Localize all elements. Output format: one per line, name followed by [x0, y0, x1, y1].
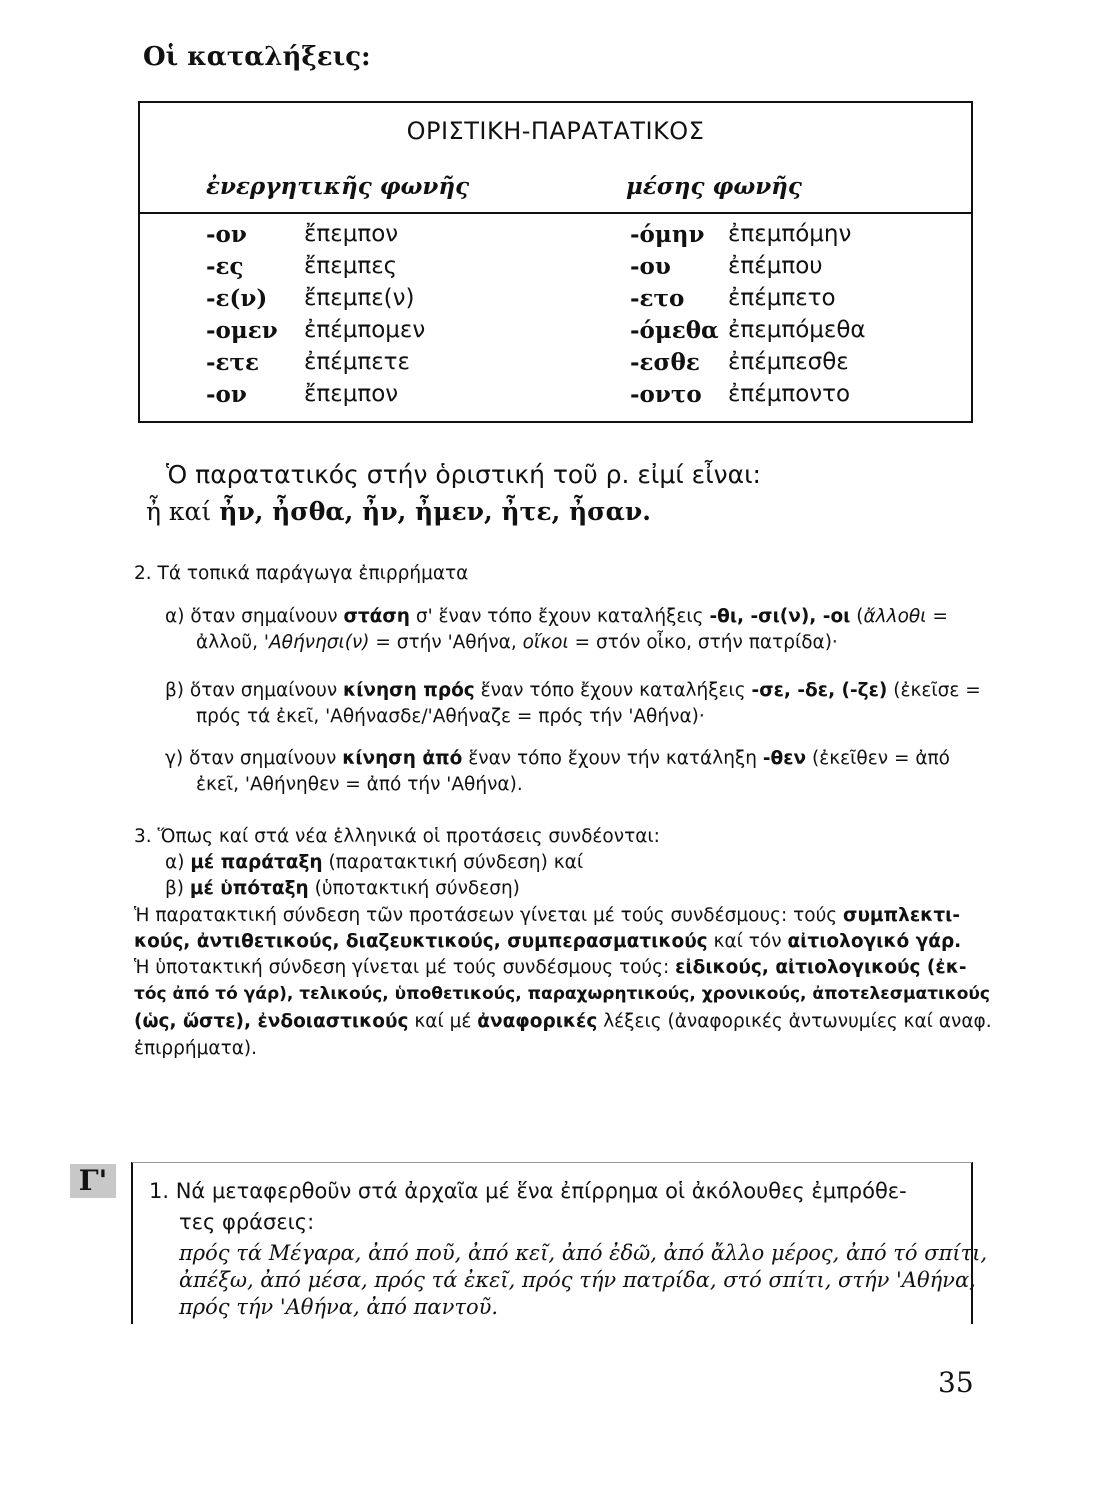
- bold-term: (ὡς, ὥστε), ἐνδοιαστικούς: [134, 1011, 409, 1032]
- text: Ἡ ὑποτακτική σύνδεση γίνεται μέ τούς συνδέσμους τούς:: [134, 957, 670, 978]
- text: (παρατακτική σύνδεση) καί: [328, 852, 584, 873]
- section-2a-line1: [165, 605, 948, 629]
- item-label: γ): [165, 748, 184, 769]
- para-coordination-line2: [134, 930, 961, 954]
- active-ending: -ομεν: [206, 317, 278, 344]
- exercise-phrase-list-line3: πρός τήν 'Αθήνα, ἀπό παντοῦ.: [179, 1295, 499, 1319]
- example-word: 'Αθήνησι(ν): [263, 632, 370, 653]
- active-ending: -ε(ν): [206, 285, 268, 312]
- active-form: ἔπεμπε(ν): [304, 285, 415, 311]
- table-row: [140, 317, 971, 349]
- bold-term: τός ἀπό τό γάρ), τελικούς, ὑποθετικούς, παραχωρητικούς, χρονικούς, ἀποτελεσματικούς: [134, 984, 990, 1004]
- middle-ending: -ου: [630, 253, 671, 280]
- exercise-section-label: Γ': [70, 1164, 116, 1198]
- table-row: [140, 349, 971, 381]
- bold-term: κούς, ἀντιθετικούς, διαζευκτικούς, συμπερασματικούς: [134, 931, 708, 952]
- example-word: οἴκοι: [522, 632, 569, 653]
- middle-ending: -εσθε: [630, 349, 700, 376]
- active-form: ἔπεμπον: [304, 381, 399, 407]
- middle-ending: -όμην: [630, 221, 705, 248]
- middle-form: ἐπέμπου: [728, 253, 823, 279]
- text: ἕναν τόπο ἔχουν καταλήξεις: [480, 680, 746, 701]
- item-label: α): [165, 852, 185, 873]
- bold-term: ἀναφορικές: [477, 1011, 598, 1032]
- item-label: β): [165, 680, 185, 701]
- section-2b-line1: [165, 679, 981, 703]
- active-form: ἐπέμπομεν: [304, 317, 426, 343]
- active-ending: -ετε: [206, 349, 259, 376]
- table-title: ΟΡΙΣΤΙΚΗ-ΠΑΡΑΤΑΤΙΚΟΣ: [406, 117, 705, 145]
- text: (ἐκεῖσε =: [893, 680, 981, 701]
- bold-term: αἰτιολογικό γάρ.: [787, 931, 962, 952]
- exercise-instruction-line2: τες φράσεις:: [179, 1210, 315, 1234]
- exercise-phrase-list-line1: πρός τά Μέγαρα, ἀπό ποῦ, ἀπό κεῖ, ἀπό ἐδῶ, ἀπό ἄλλο μέρος, ἀπό τό σπίτι,: [179, 1241, 988, 1265]
- page-number: 35: [938, 1366, 974, 1399]
- section-2b-line2: πρός τά ἐκεῖ, 'Αθήνασδε/'Αθήναζε = πρός τήν 'Αθήνα)·: [196, 706, 705, 727]
- active-ending: -ον: [206, 381, 247, 408]
- active-ending: -ες: [206, 253, 244, 280]
- text: ὅταν σημαίνουν: [189, 680, 338, 701]
- endings: -θι, -σι(ν), -οι: [709, 606, 851, 627]
- middle-form: ἐπεμπόμην: [728, 221, 852, 247]
- text: καί τόν: [713, 931, 782, 952]
- text: = στόν οἶκο, στήν πατρίδα)·: [568, 632, 838, 653]
- middle-form: ἐπέμπεσθε: [728, 349, 849, 375]
- bold-term: κίνηση ἀπό: [342, 748, 463, 769]
- text: λέξεις (ἀναφορικές ἀντωνυμίες καί αναφ.: [603, 1011, 992, 1032]
- eimi-forms: ἦν, ἦσθα, ἦν, ἦμεν, ἦτε, ἦσαν.: [219, 497, 651, 526]
- text: καί μέ: [414, 1011, 472, 1032]
- active-form: ἐπέμπετε: [304, 349, 410, 375]
- conjugation-table: [138, 101, 973, 423]
- text: (ἐκεῖθεν = ἀπό: [812, 748, 950, 769]
- endings: -θεν: [762, 748, 807, 769]
- table-row: [140, 381, 971, 413]
- section-heading: Οἱ καταλήξεις:: [143, 42, 371, 72]
- bold-term: συμπλεκτι-: [843, 905, 961, 926]
- section-3a: [165, 851, 583, 875]
- bold-term: μέ παράταξη: [190, 852, 323, 873]
- para-subordination-line4: ἐπιρρήματα).: [134, 1038, 258, 1059]
- para-subordination-line2: [134, 983, 990, 1005]
- exercise-phrase-list-line2: ἀπέξω, ἀπό μέσα, πρός τά ἐκεῖ, πρός τήν πατρίδα, στό σπίτι, στήν 'Αθήνα,: [179, 1268, 976, 1292]
- middle-ending: -ετο: [630, 285, 685, 312]
- eimi-prefix: ἦ καί: [146, 497, 212, 526]
- eimi-intro: Ὁ παρατατικός στήν ὁριστική τοῦ ρ. εἰμί εἶναι:: [166, 460, 761, 489]
- middle-form: ἐπέμπετο: [728, 285, 836, 311]
- section-3b: [165, 877, 520, 901]
- active-voice-header: ἐνεργητικῆς φωνῆς: [206, 173, 470, 200]
- table-divider: [140, 212, 971, 214]
- middle-voice-header: μέσης φωνῆς: [626, 173, 802, 200]
- endings: -σε, -δε, (-ζε): [751, 680, 888, 701]
- table-row: [140, 253, 971, 285]
- section-2a-line2: [196, 631, 838, 655]
- text: ὅταν σημαίνουν: [190, 606, 338, 627]
- text: (: [856, 606, 864, 627]
- section-2-intro: 2. Τά τοπικά παράγωγα ἐπιρρήματα: [134, 563, 469, 584]
- table-row: [140, 285, 971, 317]
- middle-ending: -όμεθα: [630, 317, 719, 344]
- text: σ' ἕναν τόπο ἔχουν καταλήξεις: [415, 606, 704, 627]
- active-form: ἔπεμπον: [304, 221, 399, 247]
- text: ὅταν σημαίνουν: [189, 748, 337, 769]
- bold-term: εἰδικούς, αἰτιολογικούς (ἐκ-: [675, 957, 967, 978]
- text: ἕναν τόπο ἔχουν τήν κατάληξη: [468, 748, 757, 769]
- eimi-forms-line: [146, 497, 651, 526]
- active-form: ἔπεμπες: [304, 253, 398, 279]
- text: =: [932, 606, 948, 627]
- section-3-intro: 3. Ὅπως καί στά νέα ἑλληνικά οἱ προτάσεις συνδέονται:: [134, 826, 660, 847]
- table-row: [140, 221, 971, 253]
- exercise-box: [131, 1162, 988, 1324]
- active-ending: -ον: [206, 221, 247, 248]
- text: (ὑποτακτική σύνδεση): [314, 878, 520, 899]
- bold-term: στάση: [343, 606, 410, 627]
- section-2c-line1: [165, 747, 950, 771]
- item-label: α): [165, 606, 185, 627]
- example-word: ἄλλοθι: [863, 606, 927, 627]
- text: Ἡ παρατακτική σύνδεση τῶν προτάσεων γίνεται μέ τούς συνδέσμους: τούς: [134, 905, 838, 926]
- bold-term: μέ ὑπόταξη: [189, 878, 309, 899]
- bold-term: κίνηση πρός: [343, 680, 475, 701]
- section-2c-line2: ἐκεῖ, 'Αθήνηθεν = ἀπό τήν 'Αθήνα).: [196, 774, 523, 795]
- exercise-instruction-line1: 1. Νά μεταφερθοῦν στά ἀρχαῖα μέ ἕνα ἐπίρρημα οἱ ἀκόλουθες ἐμπρόθε-: [149, 1179, 907, 1203]
- text: = στήν 'Αθήνα,: [369, 632, 523, 653]
- para-subordination-line1: [134, 956, 967, 980]
- text: ἀλλοῦ,: [196, 632, 264, 653]
- middle-form: ἐπέμποντο: [728, 381, 851, 407]
- middle-ending: -οντο: [630, 381, 702, 408]
- para-coordination-line1: [134, 904, 960, 928]
- item-label: β): [165, 878, 185, 899]
- para-subordination-line3: [134, 1010, 992, 1034]
- middle-form: ἐπεμπόμεθα: [728, 317, 866, 343]
